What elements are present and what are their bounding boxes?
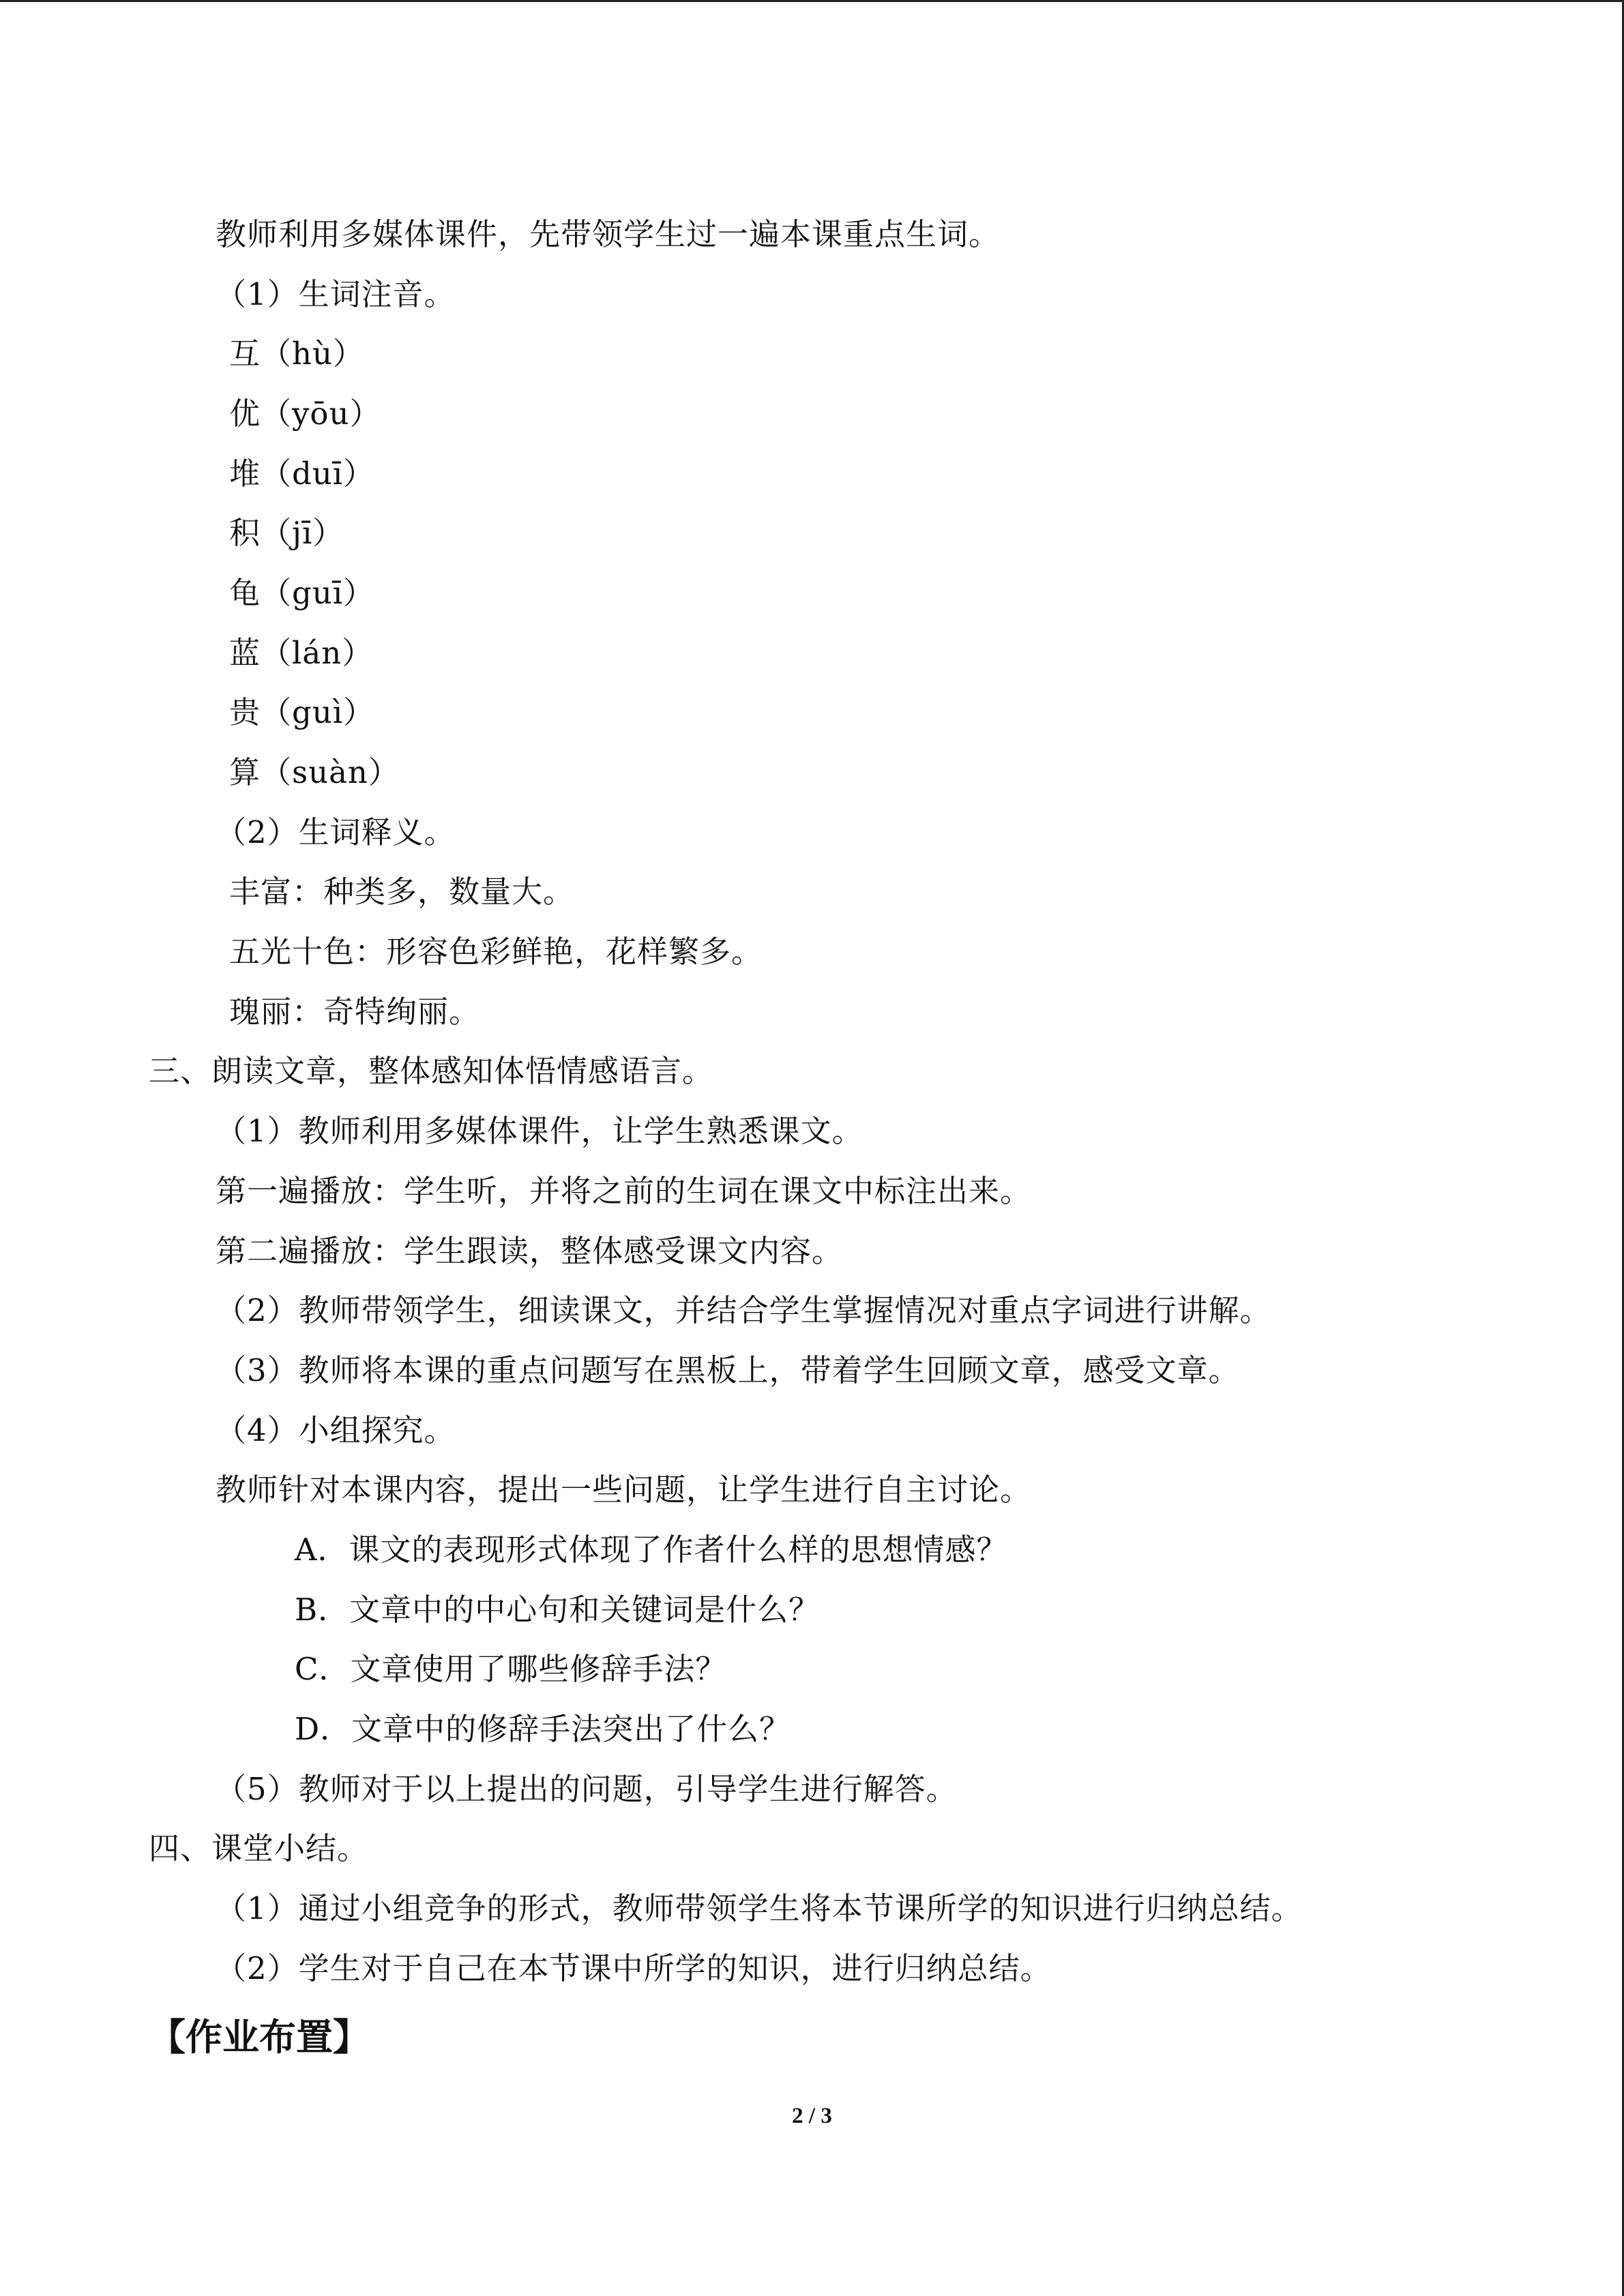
pinyin-item: 互（hù） bbox=[229, 336, 364, 372]
question-item: C．文章使用了哪些修辞手法？ bbox=[295, 1651, 727, 1687]
pinyin-item: 堆（duī） bbox=[229, 456, 375, 492]
vocab-pinyin-heading: （1）生词注音。 bbox=[216, 276, 456, 312]
step-item: （2）教师带领学生，细读课文，并结合学生掌握情况对重点字词进行讲解。 bbox=[216, 1292, 1271, 1328]
question-item: B．文章中的中心句和关键词是什么？ bbox=[295, 1592, 821, 1628]
page-number: 2 / 3 bbox=[792, 2104, 832, 2128]
homework-heading: 【作业布置】 bbox=[149, 2016, 370, 2059]
pinyin-item: 积（jī） bbox=[229, 515, 344, 551]
vocab-meaning-heading: （2）生词释义。 bbox=[216, 814, 456, 850]
intro-paragraph: 教师利用多媒体课件，先带领学生过一遍本课重点生词。 bbox=[216, 216, 1001, 252]
step-item: （3）教师将本课的重点问题写在黑板上，带着学生回顾文章，感受文章。 bbox=[216, 1352, 1240, 1388]
question-item: A．课文的表现形式体现了作者什么样的思想情感？ bbox=[295, 1532, 1008, 1568]
step-item: （1）教师利用多媒体课件，让学生熟悉课文。 bbox=[216, 1113, 863, 1149]
step-item: 第二遍播放：学生跟读，整体感受课文内容。 bbox=[216, 1233, 844, 1269]
pinyin-item: 算（suàn） bbox=[229, 754, 400, 790]
step-item: （5）教师对于以上提出的问题，引导学生进行解答。 bbox=[216, 1771, 958, 1807]
question-item: D．文章中的修辞手法突出了什么？ bbox=[295, 1711, 791, 1747]
pinyin-item: 蓝（lán） bbox=[229, 635, 374, 671]
pinyin-item: 优（yōu） bbox=[229, 396, 381, 432]
definition-item: 五光十色：形容色彩鲜艳，花样繁多。 bbox=[229, 934, 763, 970]
step-item: 教师针对本课内容，提出一些问题，让学生进行自主讨论。 bbox=[216, 1472, 1032, 1508]
definition-item: 丰富：种类多，数量大。 bbox=[229, 874, 575, 910]
summary-item: （1）通过小组竞争的形式，教师带领学生将本节课所学的知识进行归纳总结。 bbox=[216, 1890, 1303, 1926]
step-item: （4）小组探究。 bbox=[216, 1412, 456, 1448]
pinyin-item: 龟（guī） bbox=[229, 575, 375, 611]
pinyin-item: 贵（guì） bbox=[229, 694, 375, 730]
section-four-heading: 四、课堂小结。 bbox=[149, 1830, 369, 1866]
definition-item: 瑰丽：奇特绚丽。 bbox=[229, 994, 481, 1030]
step-item: 第一遍播放：学生听，并将之前的生词在课文中标注出来。 bbox=[216, 1173, 1032, 1209]
page-top-border bbox=[0, 0, 1624, 2]
section-three-heading: 三、朗读文章，整体感知体悟情感语言。 bbox=[149, 1053, 714, 1089]
summary-item: （2）学生对于自己在本节课中所学的知识，进行归纳总结。 bbox=[216, 1950, 1052, 1986]
